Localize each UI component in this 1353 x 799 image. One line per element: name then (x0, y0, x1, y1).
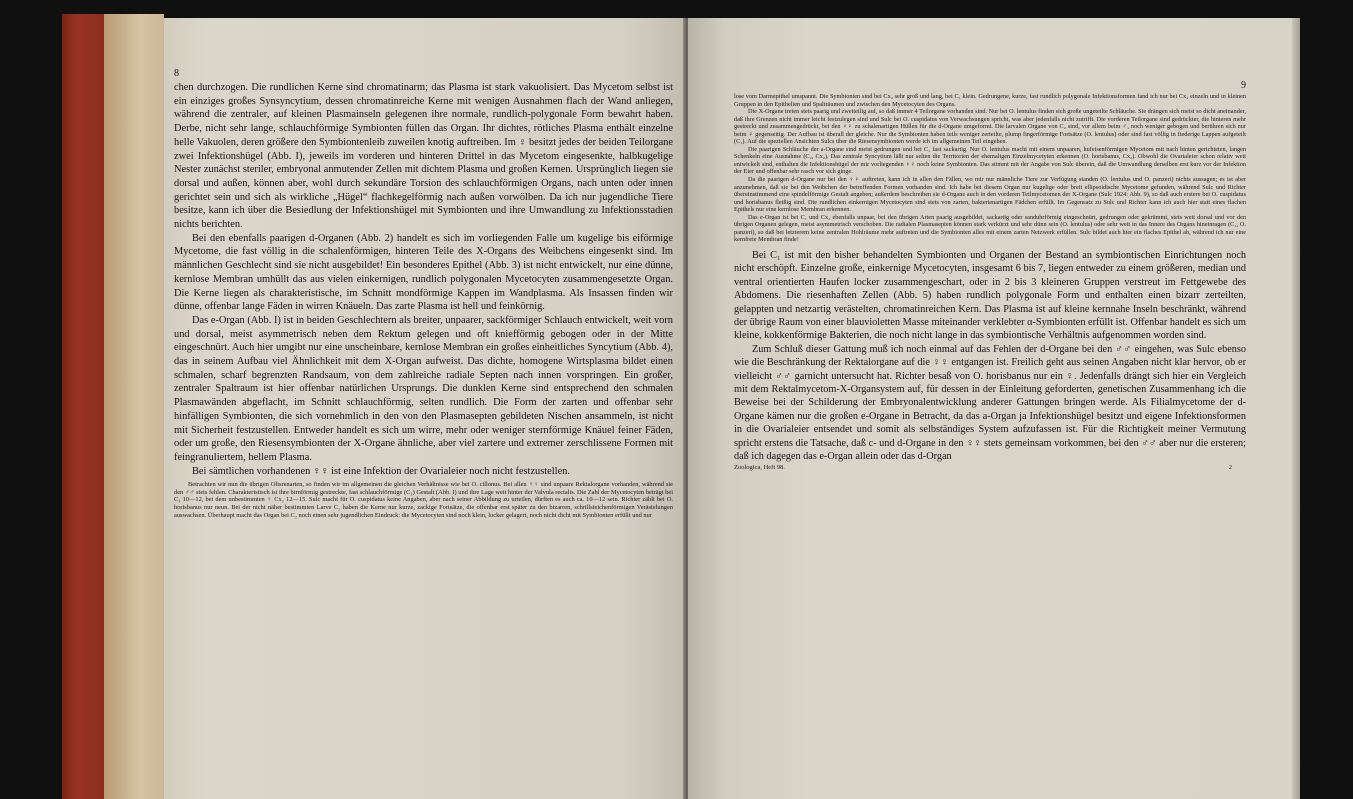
page-stack-edge (1292, 18, 1300, 799)
right-small-paragraph-2: Die X-Organe treten stets paarig und zweiteilig auf, so daß immer 4 Teilorgane vorhanden sind. Nur bei O. lentulus finden sich große ungeteilte Schläuche. Sie drängen sich meist so dicht aneinander, daß ihre Grenzen nicht immer leicht festzulegen sind und Sulc bei O. cuspidatus von Verwachsungen spricht, was aber jedenfalls nicht zutrifft. Die vorderen Teilorgane sind gedrückter, die hinteren mehr gestreckt und zusammengedrückt, bei den ♀♀ zu schalenartigen Hüllen für die d-Organe umgeformt. Die larvalen Organe von C₂ sind, vor allem beim ♂, noch weniger gebogen und berühren sich nur beim ♀ gegenseitig. Der Aufbau ist überall der gleiche. Nur die Symbionten haben teils weniger zerteilte, plump fingerförmige Fortsätze (O. lentulus) oder sind fast völlig in fiederige Lappen aufgeteilt (C₁). Auf die speziellen Ansichten Sulcs über die Riesensymbionten werde ich im allgemeinen Teil eingehen. (734, 108, 1246, 146)
right-small-paragraph-3: Die paarigen Schläuche der a-Organe sind meist gedrungen und bei C₁ fast sackartig. Nur O. lentulus macht mit einem unpaaren, hufeisenförmigen Mycetom mit nach hinten gerichteten, langen Schenkeln eine Ausnahme (C₂, Cx₂). Das zentrale Syncytium läßt nur selten die Territorien der ehemaligen Einzelmycetyten erkennen (O. horisbanus, Cx₂). Obwohl die Ovarialeier schon relativ weit entwickelt sind, enthalten die Infektionshügel der mir vorliegenden ♀♀ noch keine Symbionten. Das stimmt mit der Angabe von Sulc überein, daß die Umwandlung derselben erst kurz vor der Infektion der Eier und offenbar sehr rasch vor sich ginge. (734, 145, 1246, 176)
signature-mark: 2 (1228, 464, 1232, 472)
journal-footer-label: Zoologica, Heft 98. (734, 464, 785, 472)
left-footnote: Betrachten wir nun die übrigen Olisrenarten, so finden wir im allgemeinen die gleichen Verhältnisse wie bei O. cillonus. Bei allen ♀♀ sind unpaare Rektalorgane vorhanden, während sie den ♂♂ stets fehlen. Charakteristisch ist ihre birnförmig gestreckte, fast schlauchförmige (C₁) Gestalt (Abb. I) und ihre Lage weit hinter der Valvula rectalis. Die Zahl der Mycetocyten beträgt bei C₁ 10—12, bei dem unbestimmten ♀ Cx₂ 12—15. Sulc macht für O. cuspidatus keine Angaben, aber nach seiner Abbildung zu urteilen, dürften es auch ca. 10—12 sein. Richter zählt bei O. horisbanus nur neun. Bei der nicht näher bestimmten Larve C₂ haben die Kerne nur kurze, zackige Fortsätze, die offenbar erst später zu den bizarren, schrillsteichenförmigen Verästelungen auswachsen. Überhaupt macht das Organ bei C₂ noch einen sehr jugendlichen Eindruck: die Mycetocyten sind noch klein, locker gelagert, noch nicht dicht mit Symbionten erfüllt und nur (174, 481, 673, 519)
right-small-paragraph-4: Da die paarigen d-Organe nur bei den ♀♀ auftreten, kann ich in allen den Fällen, wo mir nur männliche Tiere zur Verfügung standen (O. lentulus und O. panzeri) nichts aussagen; es ist aber anzunehmen, daß sie bei den Weibchen der betreffenden Formen vorhanden sind. Ich habe bei diesem Organ nur kugelige oder breit ellipsoidische Mycetome gefunden, während Sulc und Richter übereinstimmend eine spindelförmige Gestalt angeben; außerdem beschreiben sie d-Organe auch in den vorderen Teilmycetomen der X-Organe (Sulc 1924: Abb. 9), so daß auch erstere bei O. cuspidatus und horisbanus fleißig sind. Die rundlichen einkernigen Mycetocyten sind stets von zarten, bakterienartigen Fädchen erfüllt. Im Gegensatz zu Sulc und Richter kann ich auch hier statt eines flachen Epithels nur eine kernlose Membran erkennen. (734, 176, 1246, 214)
right-paragraph-1: Bei C₁ ist mit den bisher behandelten Symbionten und Organen der Bestand an symbiontischen Einrichtungen noch nicht erschöpft. Einzelne große, einkernige Mycetocyten, insgesamt 6 bis 7, liegen entweder zu einem größeren, median und ventral orientierten Haufen locker zusammengeschart, oder in 2 bis 3 kleineren Gruppen verstreut im Fettgewebe des Abdomens. Die riesenhaften Zellen (Abb. 5) haben rundlich polygonale Form und enthalten einen bizarr zerteilten, gelappten und netzartig verästelten, chromatinreichen Kern. Das Plasma ist auf kleine kernnahe Inseln beschränkt, während der übrige Raum von einer blauvioletten Masse miteinander verklebter α-Symbionten erfüllt ist. Offenbar handelt es sich um kleine, kokkenförmige Bakterien, die noch nicht lange in das symbiontische Verhältnis aufgenommen worden sind. (734, 249, 1246, 342)
left-page (164, 18, 685, 799)
book-endpaper (104, 14, 164, 799)
right-page (688, 18, 1292, 799)
right-small-paragraph-5: Das e-Organ ist bei C₁ und Cx₂ ebenfalls unpaar, bei den übrigen Arten paarig ausgebildet, sackartig oder sanduhrförmig eingeschnürt, gedrungen oder gekrümmt, stets weit dorsal und vor den übrigen Organen gelegen, meist asymmetrisch verschoben. Die radialen Plasmasepten können stark verkürzt und sehr dünn sein (O. lentulus) oder sehr weit in das Innere des Organs hineinragen (C₁, O. panzeri), so daß bei letzterem keine zentralen Hohlräume mehr auftreten und die Symbionten alles mit einem zarten Netzwerk erfüllen. Sulc bildet auch hier ein flaches Epithel ab, während ich nur eine kernfreie Membran finde! (734, 213, 1246, 244)
left-paragraph-3: Das e-Organ (Abb. I) ist in beiden Geschlechtern als breiter, unpaarer, sackförmiger Schlauch entwickelt, weit vorn und dorsal, meist asymmetrisch neben dem Rektum gelegen und oft kniefförmig gebogen oder in der Mitte eingeschnürt. Auch hier umgibt nur eine unscheinbare, kernlose Membran ein großes einheitliches Syncytium (Abb. 4), das in seinem Aufbau viel Ähnlichkeit mit dem X-Organ aufweist. Das dichte, homogene Wirtsplasma bildet einen schmalen, scharf begrenzten Randsaum, von dem zahlreiche radiale Septen nach innen vorspringen. Ein großer, zentraler Spaltraum ist hier offenbar natürlichen Ursprungs. Die dunklen Kerne sind entsprechend den schmalen Plasmawänden abgeflacht, im Schnitt schlauchförmig, selten rundlich. Die Form der zarten und offenbar sehr hinfälligen Symbionten, die sich vornehmlich in den von den Plasmasepten gebildeten Nischen ansammeln, ist nicht mit Sicherheit festzustellen. Entweder handelt es sich um wirre, mehr oder weniger sternförmige Knäuel feiner Fäden, oder um große, den Riesensymbionten der X-Organe ähnliche, aber viel zartere und extremer zerschlissene Formen mit feingranuliertem, hellem Plasma. (174, 314, 673, 463)
right-paragraph-2: Zum Schluß dieser Gattung muß ich noch einmal auf das Fehlen der d-Organe bei den ♂♂ eingehen, was Sulc ebenso wie die Beschränkung der Rektalorgane auf die ♀♀ entgangen ist. Freilich geht aus seinen Angaben nicht klar hervor, ob er vielleicht ♂♂ garnicht untersucht hat. Richter besaß von O. horisbanus nur ein ♀. Jedenfalls drängt sich hier ein Vergleich mit dem Rektalmycetom-X-Organsystem auf, für dessen in der Einleitung geforderten, genetischen Zusammenhang ich die Beweise bei der Schilderung der Embryonalentwicklung anderer Gattungen bringen werde. Als Filialmycetome der d-Organe kämen nur die großen e-Organe in Betracht, da das a-Organ ja Infektionshügel besitzt und eigene Infektionsformen in die Ovarialeier entsendet und somit als selbständiges System aufzufassen ist. Für die Richtigkeit meiner Vermutung spricht erstens die Tatsache, daß c- und d-Organe in den ♀♀ stets gemeinsam vorkommen, bei den ♂♂ aber nur die ersteren; daß ich dagegen das e-Organ allein oder das d-Organ (734, 343, 1246, 463)
left-page-number: 8 (174, 68, 179, 79)
left-paragraph-2: Bei den ebenfalls paarigen d-Organen (Abb. 2) handelt es sich im vorliegenden Falle um kugelige bis eiförmige Mycetome, die fast völlig in die schalenförmigen, hinteren Teile des X-Organs des Weibchens eingesenkt sind. Im männlichen Geschlecht sind sie nicht ausgebildet! Ein besonderes Epithel (Abb. 3) ist nicht entwickelt, nur eine dünne, kernlose Membran umhüllt das aus vielen einkernigen, rundlich polygonalen Mycetocyten zusammengesetzte Organ. Die Kerne liegen als charakteristische, im Schnitt mondförmige Kappen im Wandplasma. Als Insassen finden wir dünne, offenbar lange Fäden in wirren Knäueln. Das zarte Plasma ist hell und feinkörnig. (174, 232, 673, 313)
right-page-footer (734, 464, 1246, 471)
left-paragraph-1: chen durchzogen. Die rundlichen Kerne sind chromatinarm; das Plasma ist stark vakuolisiert. Das Mycetom selbst ist ein einziges großes Synsyncytium, dessen chromatinreiche Kerne mit wenigen Ausnahmen flach der Wand anliegen, während die zentraler, auf kleinen Plasmainseln gelegenen ihre normale, rundlich-polygonale Form bewahrt haben. Derbe, nicht sehr lange, schlauchförmige Symbionten füllen das Organ. Ihr dichtes, rötliches Plasma enthält einzelne helle Vakuolen, deren größere den Symbiontenleib zuweilen knotig auftreiben. Im ♀ besitzt jedes der beiden Teilorgane zwei Infektionshügel (Abb. I), jeweils im vorderen und hinteren Drittel in das Mycetom eingesenkte, halbkugelige Nester zunächst steriler, embryonal anmutender Zellen mit dichtem Plasma und großen Kernen. Ursprünglich liegen sie dorsal und außen, können aber, wohl durch sekundäre Torsion des schlauchförmigen Organs, nach unten oder innen gerichtet sein und sich als wirkliche „Hügel“ flachkegelförmig nach außen vorwölben. Da ich nur jugendliche Tiere besitze, kann ich über die Besiedlung der Infektionshügel mit Symbionten und ihre Umwandlung zu Infektionsstadien nichts berichten. (174, 82, 673, 231)
right-small-paragraph-1: lose vom Darmepithel umspannt. Die Symbionten sind bei Cx₂ sehr groß und lang, bei C₁ klein. Gedrungene, kurze, fast rundlich polygonale Infektionsformen fand ich nur bei Cx₂ einzeln und in kleinen Gruppen in den Epithelien und Spalträumen und zwischen den Mycetocyten des Organs. (734, 93, 1246, 108)
book-cover-edge (62, 14, 104, 799)
right-page-number: 9 (1241, 80, 1246, 91)
left-paragraph-4: Bei sämtlichen vorhandenen ♀♀ ist eine Infektion der Ovarialeier noch nicht festzustellen. (192, 465, 570, 477)
